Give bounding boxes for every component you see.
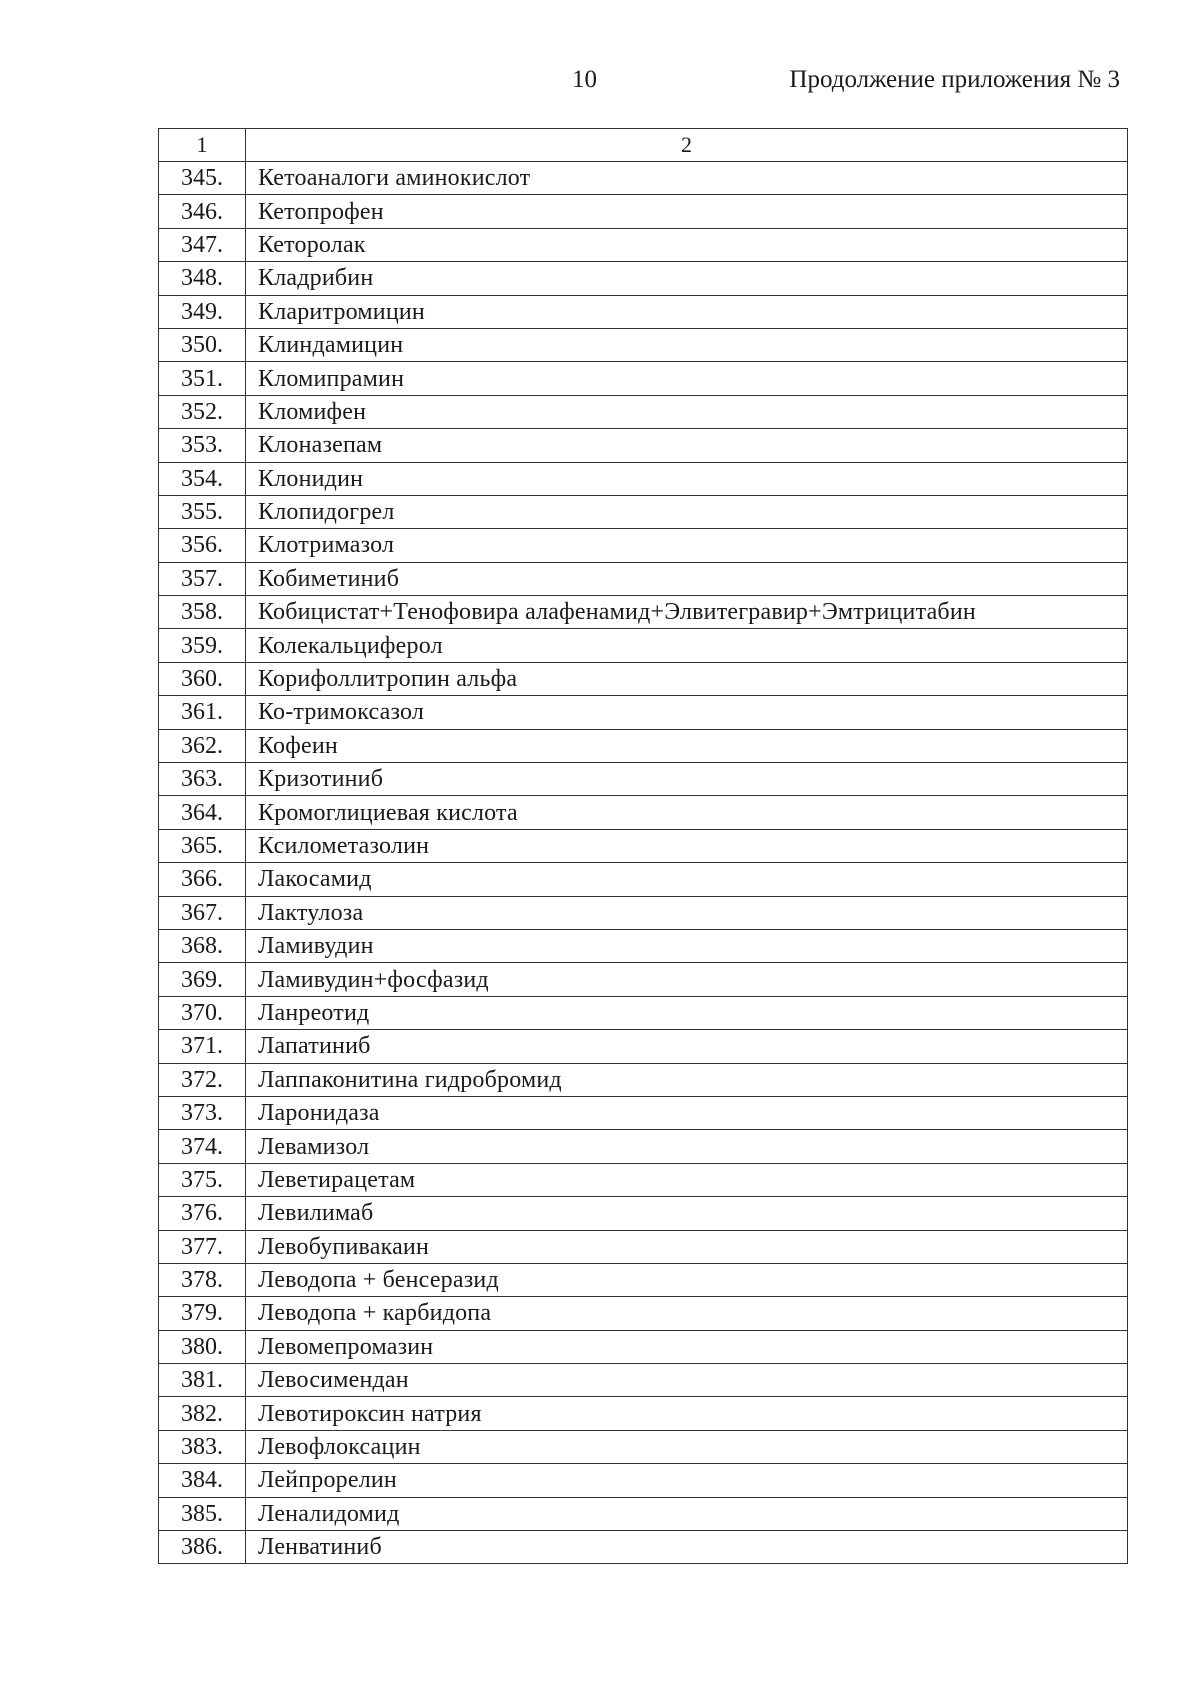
table-row	[159, 1163, 1128, 1196]
medicine-name: Клонидин	[246, 462, 1128, 495]
row-number: 356.	[159, 529, 246, 562]
table-row	[159, 262, 1128, 295]
row-number: 375.	[159, 1163, 246, 1196]
row-number: 384.	[159, 1464, 246, 1497]
table-row	[159, 462, 1128, 495]
table-row	[159, 763, 1128, 796]
table-row	[159, 863, 1128, 896]
table-row	[159, 195, 1128, 228]
table-row	[159, 1030, 1128, 1063]
medicine-name: Лакосамид	[246, 863, 1128, 896]
row-number: 371.	[159, 1030, 246, 1063]
table-row	[159, 1497, 1128, 1530]
table-row	[159, 429, 1128, 462]
row-number: 353.	[159, 429, 246, 462]
medicine-name: Лактулоза	[246, 896, 1128, 929]
medicine-name: Левилимаб	[246, 1197, 1128, 1230]
medicine-name: Ленватиниб	[246, 1531, 1128, 1564]
medicine-name: Ларонидаза	[246, 1096, 1128, 1129]
row-number: 355.	[159, 495, 246, 528]
table-row	[159, 662, 1128, 695]
table-row	[159, 1230, 1128, 1263]
table-row	[159, 1297, 1128, 1330]
row-number: 382.	[159, 1397, 246, 1430]
row-number: 369.	[159, 963, 246, 996]
medicine-name: Клоназепам	[246, 429, 1128, 462]
row-number: 368.	[159, 929, 246, 962]
row-number: 362.	[159, 729, 246, 762]
row-number: 361.	[159, 696, 246, 729]
table-row	[159, 929, 1128, 962]
page-caption: Продолжение приложения № 3	[789, 66, 1120, 93]
row-number: 349.	[159, 295, 246, 328]
row-number: 360.	[159, 662, 246, 695]
page-number: 10	[572, 66, 597, 93]
medicine-name: Кобиметиниб	[246, 562, 1128, 595]
medicine-name: Лапатиниб	[246, 1030, 1128, 1063]
medicine-name: Кетопрофен	[246, 195, 1128, 228]
medicine-name: Кобицистат+Тенофовира алафенамид+Элвитегравир+Эмтрицитабин	[246, 596, 1128, 629]
medicine-name: Колекальциферол	[246, 629, 1128, 662]
medicine-name: Кломипрамин	[246, 362, 1128, 395]
medicine-name: Левофлоксацин	[246, 1430, 1128, 1463]
table-row	[159, 328, 1128, 361]
row-number: 366.	[159, 863, 246, 896]
medicine-name: Кломифен	[246, 395, 1128, 428]
table-row	[159, 162, 1128, 195]
column-header-2: 2	[246, 129, 1128, 162]
table-row	[159, 362, 1128, 395]
table-row	[159, 1063, 1128, 1096]
table-row	[159, 829, 1128, 862]
table-row	[159, 1430, 1128, 1463]
row-number: 348.	[159, 262, 246, 295]
row-number: 372.	[159, 1063, 246, 1096]
row-number: 385.	[159, 1497, 246, 1530]
medicine-name: Левотироксин натрия	[246, 1397, 1128, 1430]
row-number: 357.	[159, 562, 246, 595]
medicine-name: Ламивудин	[246, 929, 1128, 962]
row-number: 363.	[159, 763, 246, 796]
row-number: 378.	[159, 1263, 246, 1296]
row-number: 351.	[159, 362, 246, 395]
medicine-name: Кладрибин	[246, 262, 1128, 295]
row-number: 346.	[159, 195, 246, 228]
row-number: 364.	[159, 796, 246, 829]
medicine-name: Кларитромицин	[246, 295, 1128, 328]
table-row	[159, 996, 1128, 1029]
table-row	[159, 1096, 1128, 1129]
table-row	[159, 796, 1128, 829]
row-number: 376.	[159, 1197, 246, 1230]
row-number: 345.	[159, 162, 246, 195]
row-number: 380.	[159, 1330, 246, 1363]
row-number: 379.	[159, 1297, 246, 1330]
row-number: 373.	[159, 1096, 246, 1129]
table-row	[159, 1464, 1128, 1497]
row-number: 347.	[159, 228, 246, 261]
medicine-name: Леводопа + карбидопа	[246, 1297, 1128, 1330]
row-number: 367.	[159, 896, 246, 929]
column-header-1: 1	[159, 129, 246, 162]
medicine-name: Ксилометазолин	[246, 829, 1128, 862]
medicine-name: Клотримазол	[246, 529, 1128, 562]
table-row	[159, 395, 1128, 428]
medicine-name: Кеторолак	[246, 228, 1128, 261]
row-number: 370.	[159, 996, 246, 1029]
medicine-name: Клопидогрел	[246, 495, 1128, 528]
medicines-table	[158, 128, 1128, 1564]
medicine-name: Ламивудин+фосфазид	[246, 963, 1128, 996]
table-row	[159, 1531, 1128, 1564]
medicine-name: Кетоаналоги аминокислот	[246, 162, 1128, 195]
table-header-row	[159, 129, 1128, 162]
row-number: 354.	[159, 462, 246, 495]
table-row	[159, 1330, 1128, 1363]
table-row	[159, 529, 1128, 562]
medicine-name: Кризотиниб	[246, 763, 1128, 796]
table-row	[159, 963, 1128, 996]
table-row	[159, 1263, 1128, 1296]
row-number: 386.	[159, 1531, 246, 1564]
table-row	[159, 562, 1128, 595]
medicine-name: Ко-тримоксазол	[246, 696, 1128, 729]
medicine-name: Леветирацетам	[246, 1163, 1128, 1196]
row-number: 377.	[159, 1230, 246, 1263]
medicine-name: Лаппаконитина гидробромид	[246, 1063, 1128, 1096]
table-row	[159, 1197, 1128, 1230]
medicine-name: Леводопа + бенсеразид	[246, 1263, 1128, 1296]
table-row	[159, 696, 1128, 729]
row-number: 365.	[159, 829, 246, 862]
medicine-name: Клиндамицин	[246, 328, 1128, 361]
row-number: 359.	[159, 629, 246, 662]
table-row	[159, 1130, 1128, 1163]
medicine-name: Левамизол	[246, 1130, 1128, 1163]
medicine-name: Леналидомид	[246, 1497, 1128, 1530]
table-row	[159, 629, 1128, 662]
table-body	[159, 129, 1128, 1564]
row-number: 383.	[159, 1430, 246, 1463]
row-number: 381.	[159, 1364, 246, 1397]
row-number: 352.	[159, 395, 246, 428]
medicine-name: Левобупивакаин	[246, 1230, 1128, 1263]
table-row	[159, 495, 1128, 528]
medicine-name: Левосимендан	[246, 1364, 1128, 1397]
medicine-name: Ланреотид	[246, 996, 1128, 1029]
table-row	[159, 1397, 1128, 1430]
table-row	[159, 729, 1128, 762]
medicine-name: Корифоллитропин альфа	[246, 662, 1128, 695]
row-number: 358.	[159, 596, 246, 629]
table-row	[159, 596, 1128, 629]
table-row	[159, 896, 1128, 929]
table-row	[159, 228, 1128, 261]
table-row	[159, 1364, 1128, 1397]
medicine-name: Левомепромазин	[246, 1330, 1128, 1363]
table-row	[159, 295, 1128, 328]
medicine-name: Лейпрорелин	[246, 1464, 1128, 1497]
row-number: 374.	[159, 1130, 246, 1163]
medicine-name: Кофеин	[246, 729, 1128, 762]
row-number: 350.	[159, 328, 246, 361]
medicine-name: Кромоглициевая кислота	[246, 796, 1128, 829]
